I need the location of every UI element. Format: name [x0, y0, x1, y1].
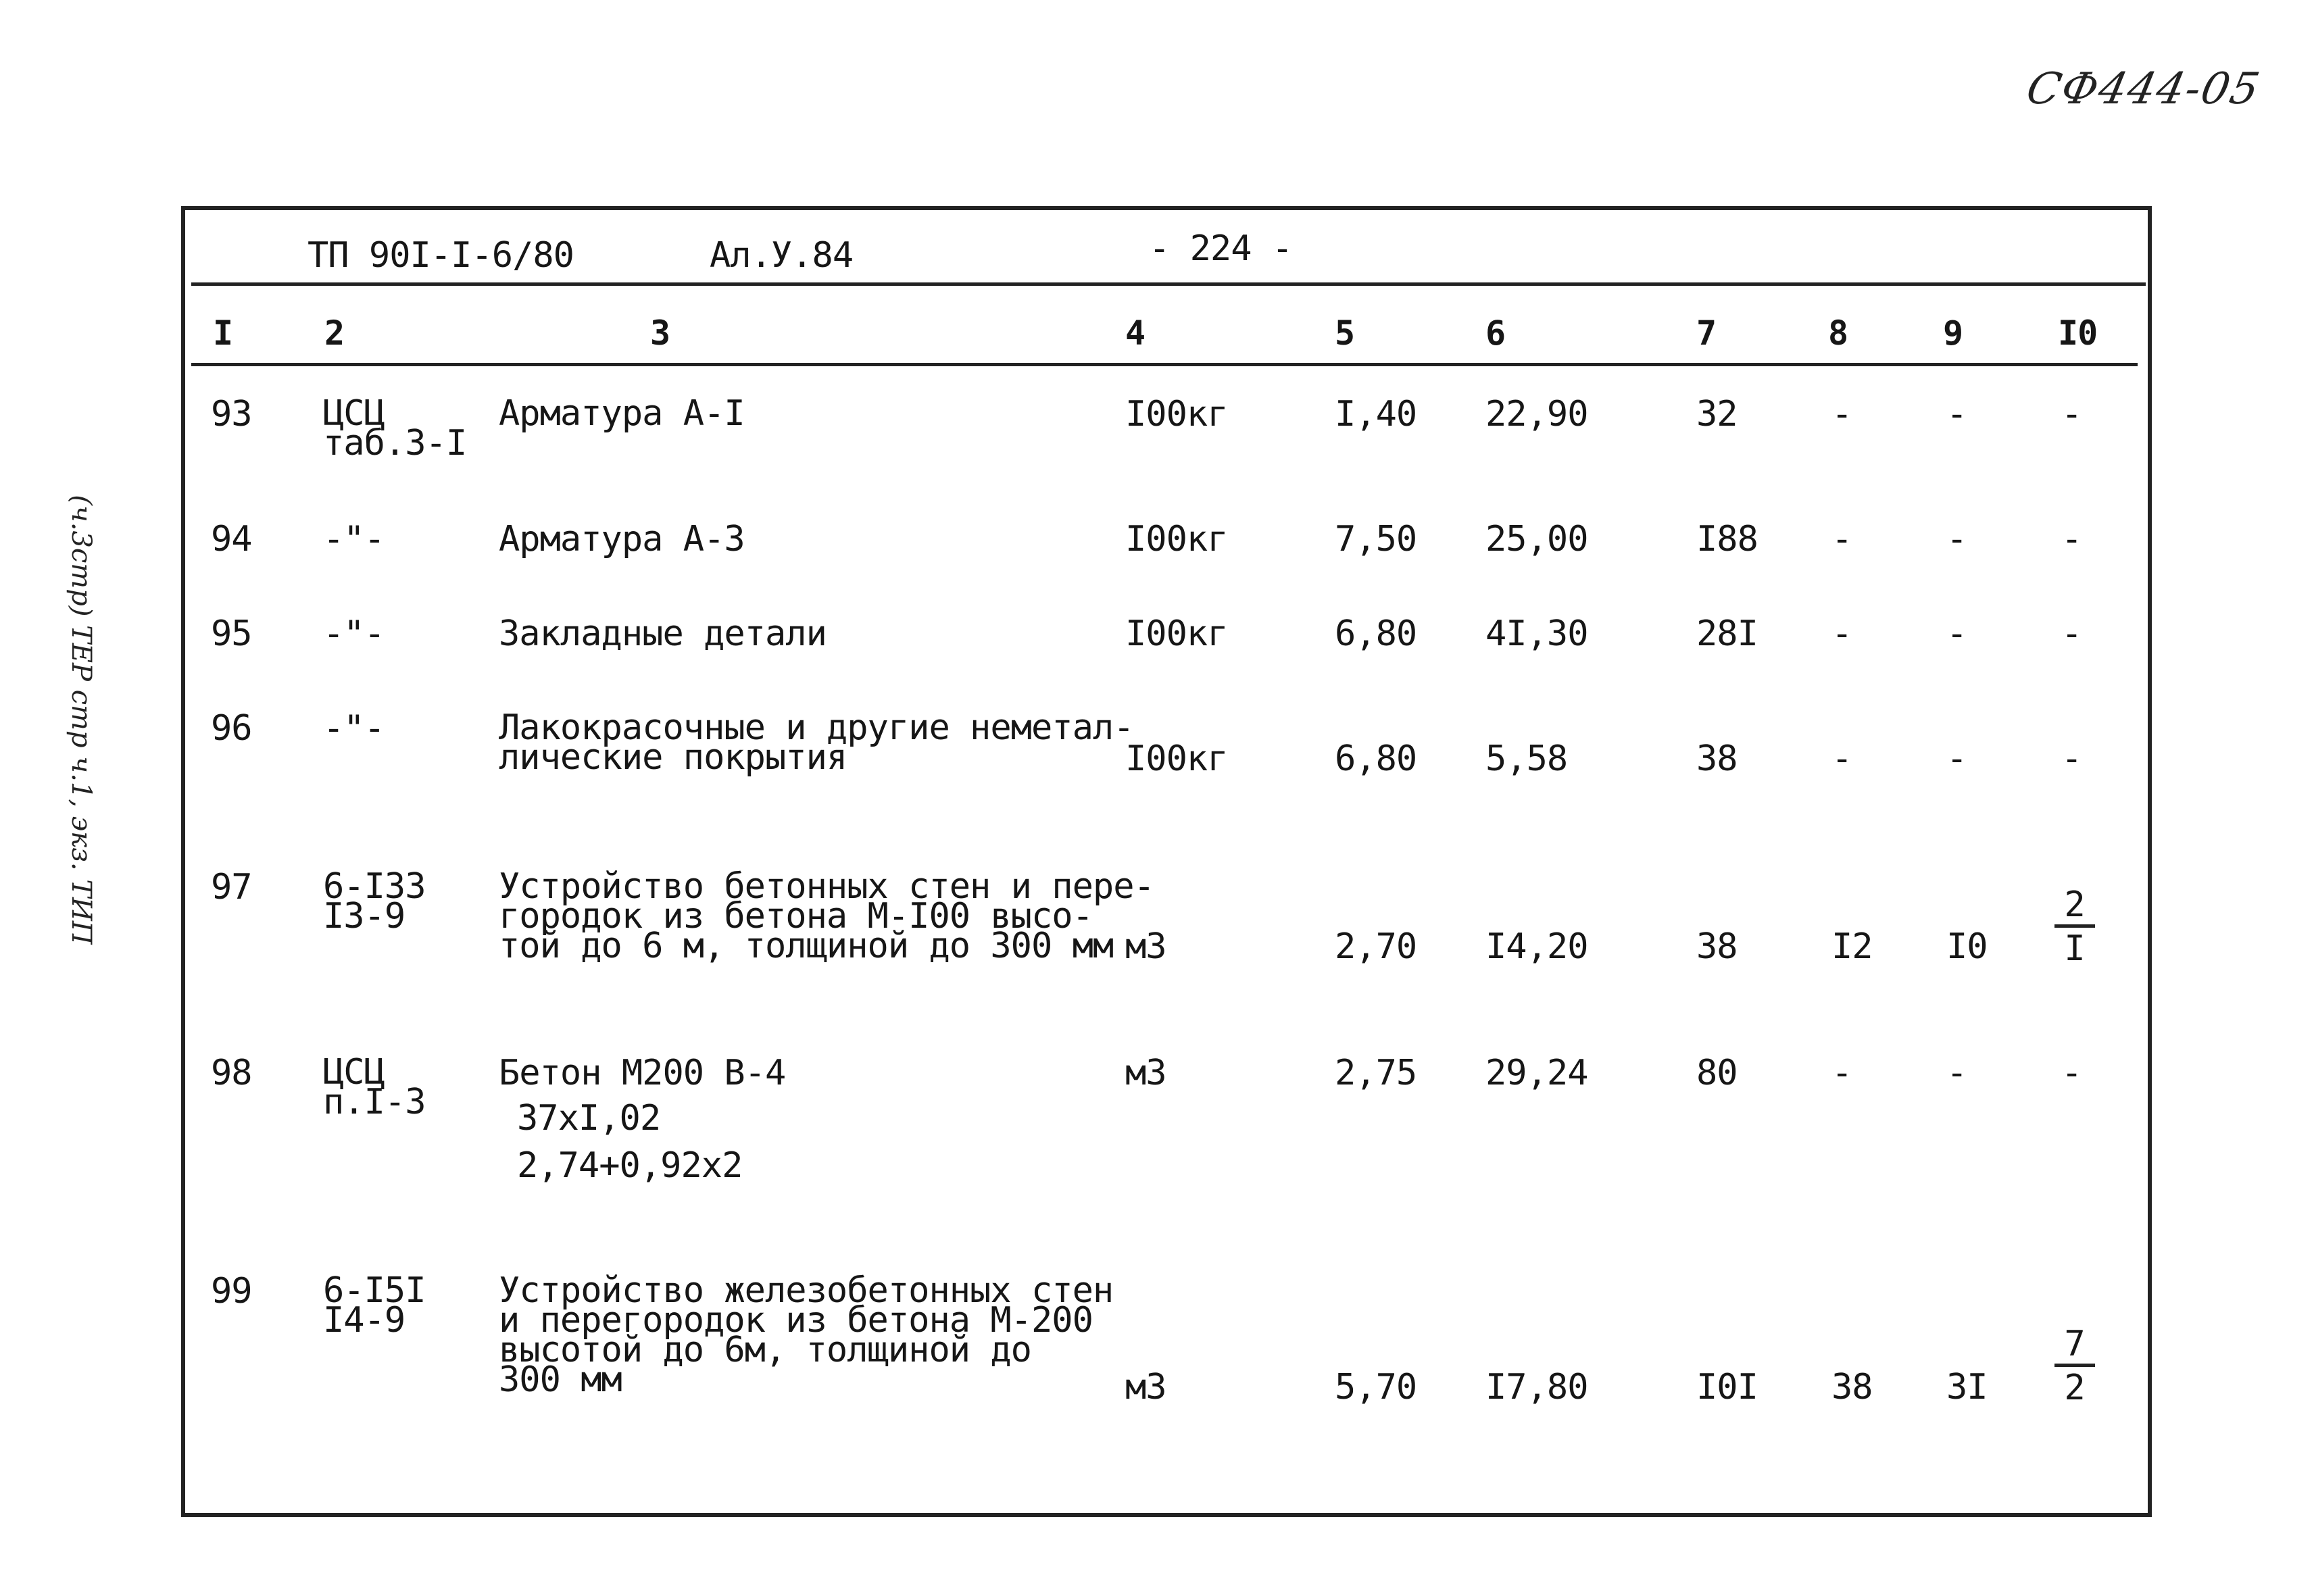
row-calculation-1: 37хI,02	[517, 1098, 661, 1139]
fraction-numerator: 2	[2054, 885, 2095, 928]
row-col10: -	[2061, 519, 2082, 559]
column-header-7: 7	[1696, 314, 1717, 353]
row-number: 97	[211, 867, 252, 907]
row-col9: -	[1946, 519, 1967, 559]
row-col10: -	[2061, 739, 2082, 779]
row-col5: 2,75	[1335, 1053, 1417, 1093]
margin-note: (ч.3стр) ТЕР стр ч.1, экз. ТИП	[66, 495, 97, 945]
row-unit: I00кг	[1125, 519, 1228, 559]
row-col5: 6,80	[1335, 614, 1417, 654]
row-reference: 6-I5I I4-9	[323, 1270, 426, 1341]
fraction-denominator: I	[2064, 928, 2086, 969]
row-col7: 28I	[1696, 614, 1758, 654]
column-header-8: 8	[1828, 314, 1848, 353]
row-col10: -	[2061, 1053, 2082, 1093]
row-col9: 3I	[1946, 1367, 1988, 1407]
row-description: Лакокрасочные и другие неметал- лические покрытия	[499, 707, 1134, 778]
column-header-2: 2	[324, 314, 345, 353]
column-header-9: 9	[1943, 314, 1963, 353]
album-number: Ал.У.84	[710, 235, 854, 276]
row-col6: 25,00	[1485, 519, 1588, 559]
column-header-5: 5	[1335, 314, 1355, 353]
row-description: Закладные детали	[499, 614, 827, 654]
row-col5: 7,50	[1335, 519, 1417, 559]
row-col8: -	[1831, 739, 1852, 779]
row-col6: 22,90	[1485, 394, 1588, 434]
row-reference: 6-I33 I3-9	[323, 866, 426, 937]
row-col5: I,40	[1335, 394, 1417, 434]
row-col10-fraction	[2054, 885, 2095, 970]
column-header-3: 3	[650, 314, 670, 353]
row-col5: 6,80	[1335, 739, 1417, 779]
row-col8: -	[1831, 519, 1852, 559]
row-unit: м3	[1125, 926, 1166, 967]
row-col7: I88	[1696, 519, 1758, 559]
column-header-6: 6	[1485, 314, 1506, 353]
row-number: 99	[211, 1271, 252, 1312]
row-col8: -	[1831, 394, 1852, 434]
row-unit: I00кг	[1125, 739, 1228, 779]
row-col5: 2,70	[1335, 926, 1417, 967]
column-header-4: 4	[1125, 314, 1146, 353]
row-number: 94	[211, 519, 252, 559]
row-unit: I00кг	[1125, 614, 1228, 654]
row-col10-fraction	[2054, 1324, 2095, 1409]
row-col7: 32	[1696, 394, 1738, 434]
row-description: Арматура А-3	[499, 519, 745, 559]
row-col7: 38	[1696, 739, 1738, 779]
row-col9: -	[1946, 739, 1967, 779]
row-reference: -"-	[323, 708, 385, 749]
row-reference: ЦСЦ п.I-3	[323, 1052, 426, 1122]
page-number: - 224 -	[1149, 228, 1293, 269]
row-col9: I0	[1946, 926, 1988, 967]
row-description: Бетон М200 В-4	[499, 1053, 786, 1093]
row-reference: ЦСЦ таб.3-I	[323, 393, 467, 464]
header-divider	[191, 282, 2146, 286]
row-col7: 80	[1696, 1053, 1738, 1093]
row-number: 93	[211, 394, 252, 434]
column-header-1: I	[213, 314, 233, 353]
row-unit: м3	[1125, 1367, 1166, 1407]
row-calculation-2: 2,74+0,92х2	[517, 1145, 743, 1186]
row-reference: -"-	[323, 614, 385, 654]
row-col6: I7,80	[1485, 1367, 1588, 1407]
fraction-numerator: 7	[2054, 1324, 2095, 1367]
row-col8: I2	[1831, 926, 1873, 967]
row-col8: 38	[1831, 1367, 1873, 1407]
row-col7: 38	[1696, 926, 1738, 967]
row-col5: 5,70	[1335, 1367, 1417, 1407]
row-number: 96	[211, 708, 252, 749]
row-col6: 4I,30	[1485, 614, 1588, 654]
column-header-divider	[191, 363, 2138, 366]
row-col6: 5,58	[1485, 739, 1568, 779]
row-col9: -	[1946, 394, 1967, 434]
row-col6: 29,24	[1485, 1053, 1588, 1093]
row-unit: м3	[1125, 1053, 1166, 1093]
fraction-denominator: 2	[2064, 1368, 2086, 1408]
document-stamp: СФ444-05	[2022, 64, 2265, 114]
row-col9: -	[1946, 614, 1967, 654]
row-col6: I4,20	[1485, 926, 1588, 967]
row-col7: I0I	[1696, 1367, 1758, 1407]
row-description: Устройство бетонных стен и пере- городок из бетона М-I00 высо- той до 6 м, толщиной до 300 мм	[499, 866, 1154, 966]
row-number: 98	[211, 1053, 252, 1093]
row-col10: -	[2061, 614, 2082, 654]
row-description: Арматура А-I	[499, 393, 745, 434]
row-number: 95	[211, 614, 252, 654]
row-col8: -	[1831, 614, 1852, 654]
project-code: ТП 90I-I-6/80	[307, 235, 574, 276]
row-reference: -"-	[323, 519, 385, 559]
row-unit: I00кг	[1125, 394, 1228, 434]
column-header-10: I0	[2058, 314, 2098, 353]
row-col10: -	[2061, 394, 2082, 434]
row-col8: -	[1831, 1053, 1852, 1093]
row-description: Устройство железобетонных стен и перегородок из бетона М-200 высотой до 6м, толщиной до 300 мм	[499, 1270, 1114, 1400]
row-col9: -	[1946, 1053, 1967, 1093]
